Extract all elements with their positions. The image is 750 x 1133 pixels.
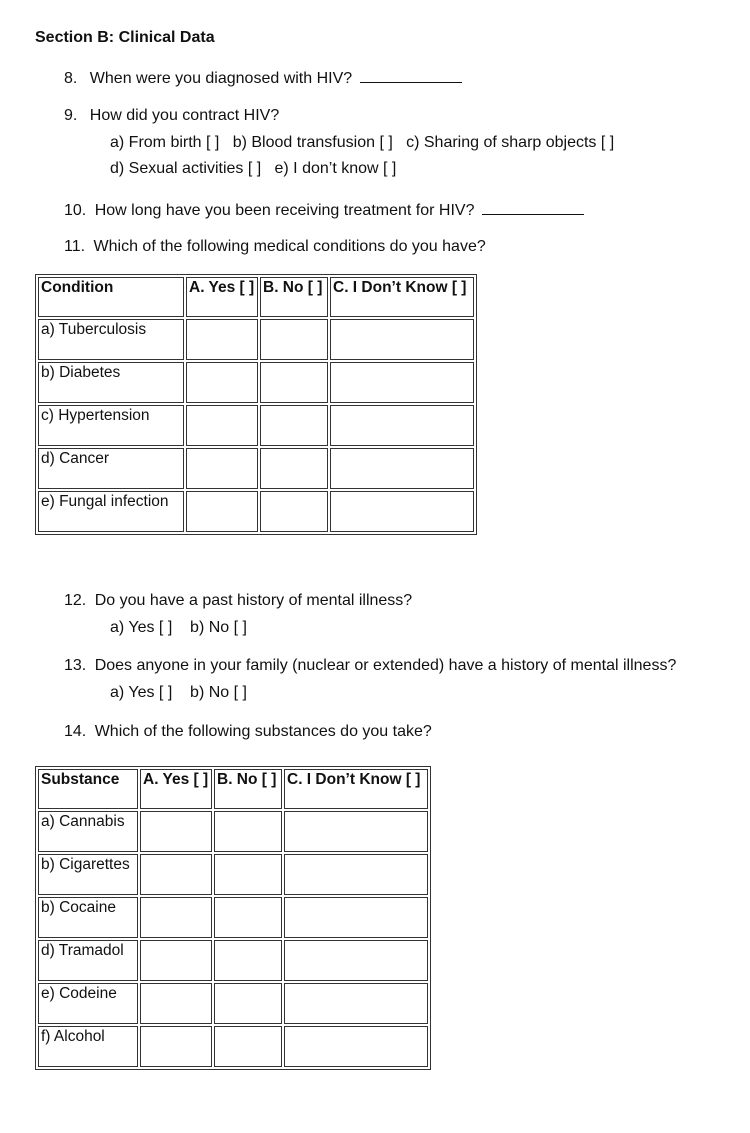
no-cell[interactable] <box>214 1026 282 1067</box>
question-9 <box>64 107 279 125</box>
no-cell[interactable] <box>214 854 282 895</box>
yes-cell[interactable] <box>140 854 212 895</box>
condition-label: b) Diabetes <box>38 362 184 403</box>
question-text: How did you contract HIV? <box>89 107 280 124</box>
header-cell: B. No [ ] <box>214 769 282 809</box>
table-row <box>38 405 474 446</box>
table-row <box>38 362 474 403</box>
yes-cell[interactable] <box>140 811 212 852</box>
question-number: 11. <box>64 238 86 255</box>
dont-know-cell[interactable] <box>284 1026 428 1067</box>
header-cell: C. I Don’t Know [ ] <box>284 769 428 809</box>
table-row <box>38 940 428 981</box>
table-header-row <box>38 769 428 809</box>
yes-cell[interactable] <box>186 448 258 489</box>
header-cell: C. I Don’t Know [ ] <box>330 277 474 317</box>
question-12 <box>64 592 412 610</box>
no-cell[interactable] <box>214 940 282 981</box>
dont-know-cell[interactable] <box>284 811 428 852</box>
substance-label: f) Alcohol <box>38 1026 138 1067</box>
question-text: How long have you been receiving treatment for HIV? <box>94 202 475 219</box>
question-number: 13. <box>64 657 87 674</box>
dont-know-cell[interactable] <box>284 897 428 938</box>
no-cell[interactable] <box>214 811 282 852</box>
dont-know-cell[interactable] <box>284 854 428 895</box>
question-14 <box>64 723 432 741</box>
question-number: 12. <box>64 592 87 609</box>
no-cell[interactable] <box>260 362 328 403</box>
condition-label: e) Fungal infection <box>38 491 184 532</box>
condition-label: d) Cancer <box>38 448 184 489</box>
condition-label: a) Tuberculosis <box>38 319 184 360</box>
no-cell[interactable] <box>260 448 328 489</box>
yes-cell[interactable] <box>186 405 258 446</box>
answer-blank[interactable] <box>360 68 462 83</box>
yes-cell[interactable] <box>140 983 212 1024</box>
dont-know-cell[interactable] <box>330 491 474 532</box>
yes-cell[interactable] <box>140 1026 212 1067</box>
header-cell: A. Yes [ ] <box>140 769 212 809</box>
question-10 <box>64 200 584 220</box>
question-text: Which of the following substances do you take? <box>94 723 432 740</box>
q13-options[interactable]: a) Yes [ ] b) No [ ] <box>110 684 247 701</box>
question-number: 8. <box>64 70 78 87</box>
q12-options[interactable]: a) Yes [ ] b) No [ ] <box>110 619 247 636</box>
question-text: Which of the following medical conditions do you have? <box>93 238 486 255</box>
no-cell[interactable] <box>260 405 328 446</box>
answer-blank[interactable] <box>482 200 584 215</box>
no-cell[interactable] <box>260 319 328 360</box>
table-row <box>38 448 474 489</box>
yes-cell[interactable] <box>186 491 258 532</box>
dont-know-cell[interactable] <box>330 448 474 489</box>
substance-label: a) Cannabis <box>38 811 138 852</box>
dont-know-cell[interactable] <box>330 362 474 403</box>
no-cell[interactable] <box>214 983 282 1024</box>
substances-table <box>35 766 431 1070</box>
dont-know-cell[interactable] <box>330 319 474 360</box>
table-row <box>38 1026 428 1067</box>
question-number: 14. <box>64 723 87 740</box>
condition-label: c) Hypertension <box>38 405 184 446</box>
q9-options-line-1[interactable]: a) From birth [ ] b) Blood transfusion [ ] c) Sharing of sharp objects [ ] <box>110 134 615 151</box>
conditions-table <box>35 274 477 535</box>
header-cell: Substance <box>38 769 138 809</box>
header-cell: Condition <box>38 277 184 317</box>
yes-cell[interactable] <box>140 940 212 981</box>
table-row <box>38 983 428 1024</box>
table-header-row <box>38 277 474 317</box>
substance-label: b) Cocaine <box>38 897 138 938</box>
table-row <box>38 897 428 938</box>
table-row <box>38 491 474 532</box>
question-number: 10. <box>64 202 87 219</box>
dont-know-cell[interactable] <box>330 405 474 446</box>
substance-label: d) Tramadol <box>38 940 138 981</box>
table-row <box>38 319 474 360</box>
header-cell: A. Yes [ ] <box>186 277 258 317</box>
substance-label: e) Codeine <box>38 983 138 1024</box>
table-row <box>38 811 428 852</box>
no-cell[interactable] <box>214 897 282 938</box>
header-cell: B. No [ ] <box>260 277 328 317</box>
dont-know-cell[interactable] <box>284 983 428 1024</box>
no-cell[interactable] <box>260 491 328 532</box>
yes-cell[interactable] <box>140 897 212 938</box>
section-title: Section B: Clinical Data <box>35 29 215 46</box>
dont-know-cell[interactable] <box>284 940 428 981</box>
question-number: 9. <box>64 107 78 124</box>
substance-label: b) Cigarettes <box>38 854 138 895</box>
q9-options-line-2[interactable]: d) Sexual activities [ ] e) I don’t know [ ] <box>110 160 397 177</box>
question-13 <box>64 657 676 675</box>
yes-cell[interactable] <box>186 319 258 360</box>
question-8 <box>64 68 462 88</box>
yes-cell[interactable] <box>186 362 258 403</box>
question-11 <box>64 238 486 256</box>
question-text: Do you have a past history of mental illness? <box>94 592 413 609</box>
question-text: Does anyone in your family (nuclear or extended) have a history of mental illness? <box>94 657 677 674</box>
question-text: When were you diagnosed with HIV? <box>89 70 353 87</box>
table-row <box>38 854 428 895</box>
